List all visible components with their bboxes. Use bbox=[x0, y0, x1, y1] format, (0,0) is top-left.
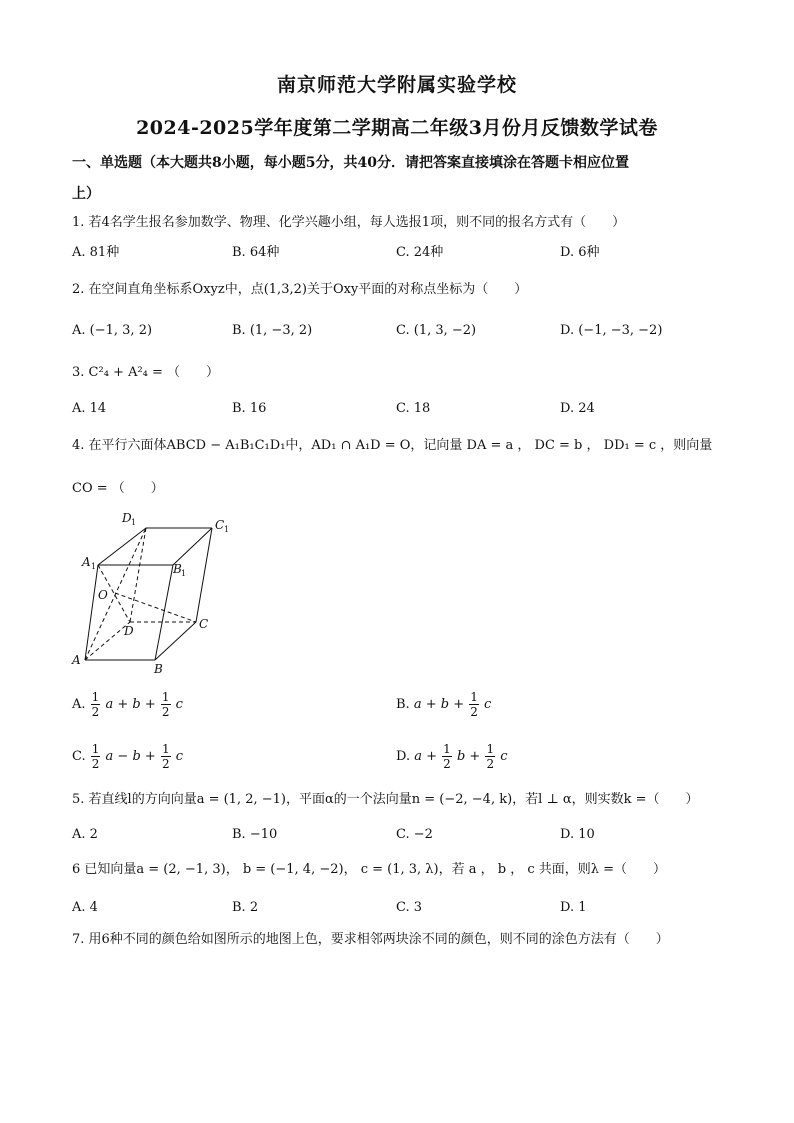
q1-option-d[interactable]: D. 6种 bbox=[560, 245, 600, 260]
q1-option-a[interactable]: A. 81种 bbox=[72, 245, 120, 260]
subscript-a1: 1 bbox=[91, 562, 97, 571]
q4-option-c[interactable]: C. $\frac{1}{2}$ a − b + $\frac{1}{2}$ c bbox=[72, 742, 184, 771]
parallelepiped-figure bbox=[60, 505, 230, 679]
q2-option-a[interactable]: A. (−1, 3, 2) bbox=[72, 323, 153, 338]
q3-option-d[interactable]: D. 24 bbox=[560, 401, 595, 416]
vertex-label-a1: A bbox=[82, 555, 91, 569]
exam-title: 2024-2025学年度第二学期高二年级3月份月反馈数学试卷 bbox=[136, 117, 658, 139]
school-title: 南京师范大学附属实验学校 bbox=[276, 74, 517, 96]
subscript-c1: 1 bbox=[224, 525, 230, 534]
q1-option-b[interactable]: B. 64种 bbox=[232, 245, 280, 260]
vertex-label-b1: B bbox=[173, 562, 182, 576]
parallelepiped-diagram bbox=[60, 505, 230, 675]
subscript-b1: 1 bbox=[181, 569, 187, 578]
question-7: 7. 用6种不同的颜色给如图所示的地图上色，要求相邻两块涂不同的颜色，则不同的涂色方法有（ ） bbox=[72, 932, 669, 947]
vertex-label-d: D bbox=[124, 624, 134, 638]
q2-option-c[interactable]: C. (1, 3, −2) bbox=[396, 323, 477, 338]
q6-option-c[interactable]: C. 3 bbox=[396, 900, 423, 915]
section-heading-line2: 上） bbox=[72, 186, 100, 202]
q3-option-a[interactable]: A. 14 bbox=[72, 401, 107, 416]
q6-option-d[interactable]: D. 1 bbox=[560, 900, 587, 915]
question-4-line1: 4. 在平行六面体ABCD − A₁B₁C₁D₁中，AD₁ ∩ A₁D = O，记向量 DA = a ， DC = b ， DD₁ = c ，则向量 bbox=[72, 438, 713, 453]
vertex-label-d1: D bbox=[122, 511, 132, 525]
question-3-options bbox=[72, 399, 732, 419]
segment-o-c bbox=[115, 593, 196, 622]
point-label-o: O bbox=[98, 588, 108, 602]
vertex-label-c1: C bbox=[215, 518, 225, 532]
q2-option-d[interactable]: D. (−1, −3, −2) bbox=[560, 323, 663, 338]
q5-option-d[interactable]: D. 10 bbox=[560, 827, 595, 842]
edge-d1-d bbox=[130, 528, 146, 622]
q6-option-b[interactable]: B. 2 bbox=[232, 900, 259, 915]
question-2-options bbox=[72, 321, 732, 341]
vertex-label-b: B bbox=[154, 662, 163, 675]
vertex-label-c: C bbox=[199, 617, 209, 631]
vertex-label-a: A bbox=[72, 653, 81, 667]
subscript-d1: 1 bbox=[131, 518, 137, 527]
question-1-options bbox=[72, 243, 732, 263]
edge-c1-c bbox=[196, 528, 212, 622]
q3-option-c[interactable]: C. 18 bbox=[396, 401, 431, 416]
question-1: 1. 若4名学生报名参加数学、物理、化学兴趣小组，每人选报1项，则不同的报名方式有（ ） bbox=[72, 215, 626, 230]
q3-option-b[interactable]: B. 16 bbox=[232, 401, 267, 416]
question-4-line2: CO = （ ） bbox=[72, 481, 164, 496]
q5-option-b[interactable]: B. −10 bbox=[232, 827, 278, 842]
section-heading bbox=[72, 148, 732, 210]
q5-option-a[interactable]: A. 2 bbox=[72, 827, 98, 842]
q4-option-b[interactable]: B. a + b + $\frac{1}{2}$ c bbox=[396, 690, 492, 719]
section-heading-line1: 一、单选题（本大题共8小题，每小题5分，共40分．请把答案直接填涂在答题卡相应位置 bbox=[72, 155, 629, 171]
question-3: 3. C²₄ + A²₄ = （ ） bbox=[72, 365, 220, 380]
q4-option-a[interactable]: A. $\frac{1}{2}$ a + b + $\frac{1}{2}$ c bbox=[72, 690, 183, 719]
question-5: 5. 若直线l的方向向量a = (1, 2, −1)，平面α的一个法向量n = (−2, −4, k)，若l ⊥ α，则实数k =（ ） bbox=[72, 792, 699, 807]
question-5-options bbox=[72, 825, 732, 845]
q1-option-c[interactable]: C. 24种 bbox=[396, 245, 444, 260]
question-6: 6 已知向量a = (2, −1, 3)， b = (−1, 4, −2)， c = (1, 3, λ)，若 a ， b ， c 共面，则λ =（ ） bbox=[72, 862, 667, 877]
question-6-options bbox=[72, 898, 732, 918]
q4-option-d[interactable]: D. a + $\frac{1}{2}$ b + $\frac{1}{2}$ c bbox=[396, 742, 508, 771]
q6-option-a[interactable]: A. 4 bbox=[72, 900, 98, 915]
q2-option-b[interactable]: B. (1, −3, 2) bbox=[232, 323, 313, 338]
q5-option-c[interactable]: C. −2 bbox=[396, 827, 433, 842]
question-2: 2. 在空间直角坐标系Oxyz中，点(1,3,2)关于Oxy平面的对称点坐标为（ ） bbox=[72, 282, 528, 297]
edge-a1-d1 bbox=[98, 528, 146, 565]
